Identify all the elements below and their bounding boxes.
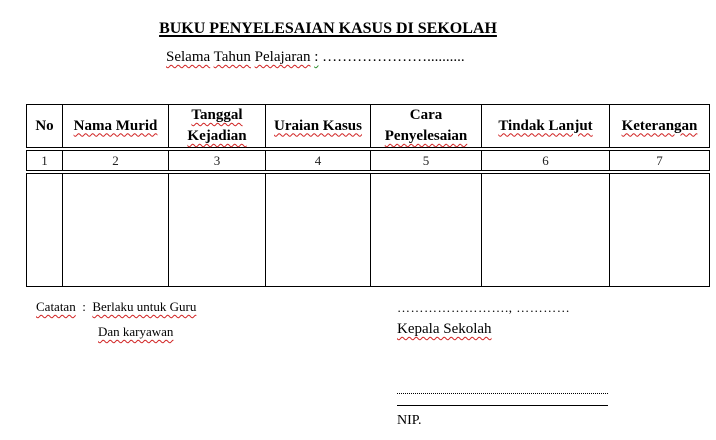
cell-keterangan[interactable]: [610, 172, 710, 287]
column-number: 5: [371, 149, 482, 172]
cell-no[interactable]: [27, 172, 63, 287]
academic-year-blank: …………………..........: [322, 49, 465, 65]
academic-year-line: [166, 49, 465, 66]
header-label: Tanggal: [191, 107, 243, 123]
notes-line-2: [98, 324, 173, 340]
column-number: 6: [482, 149, 610, 172]
column-header-no: [27, 105, 63, 150]
notes-line-1: [36, 299, 196, 315]
notes-text: Berlaku untuk Guru: [92, 299, 197, 314]
notes-separator: :: [82, 299, 86, 314]
column-header-keterangan: [610, 105, 710, 150]
column-number: 7: [610, 149, 710, 172]
header-label: Tindak Lanjut: [498, 117, 593, 134]
header-label: Uraian Kasus: [274, 117, 362, 134]
cell-nama-murid[interactable]: [63, 172, 169, 287]
header-label: Kejadian: [187, 128, 247, 144]
nip-label: NIP.: [397, 413, 422, 428]
table-header-row: [27, 105, 710, 150]
subtitle-word: Pelajaran: [254, 49, 311, 65]
column-number: 2: [63, 149, 169, 172]
signature-dotted-line: [397, 393, 608, 394]
table-row: [27, 172, 710, 287]
cell-cara-penyelesaian[interactable]: [371, 172, 482, 287]
place-date-blank: ……………………., …………: [397, 300, 571, 315]
column-header-tanggal-kejadian: [169, 105, 266, 150]
cell-tanggal-kejadian[interactable]: [169, 172, 266, 287]
header-label: Cara: [409, 107, 443, 123]
document-title: BUKU PENYELESAIAN KASUS DI SEKOLAH: [159, 20, 497, 37]
signatory-role: [397, 321, 492, 338]
header-label: Penyelesaian: [384, 128, 468, 144]
subtitle-colon: :: [314, 49, 319, 65]
header-label: No: [35, 117, 54, 134]
notes-label: Catatan: [36, 299, 76, 314]
column-header-tindak-lanjut: [482, 105, 610, 150]
column-number-row: [27, 149, 710, 172]
subtitle-word: Tahun: [213, 49, 251, 65]
column-number: 4: [266, 149, 371, 172]
header-label: Keterangan: [621, 117, 698, 134]
case-table: [26, 104, 710, 287]
cell-tindak-lanjut[interactable]: [482, 172, 610, 287]
column-number: 1: [27, 149, 63, 172]
signatory-role-text: Kepala Sekolah: [397, 321, 492, 337]
cell-uraian-kasus[interactable]: [266, 172, 371, 287]
column-header-uraian-kasus: [266, 105, 371, 150]
column-number: 3: [169, 149, 266, 172]
column-header-nama-murid: [63, 105, 169, 150]
column-header-cara-penyelesaian: [371, 105, 482, 150]
signature-line: [397, 405, 608, 406]
subtitle-word: Selama: [166, 49, 211, 65]
notes-text: Dan karyawan: [98, 324, 174, 339]
header-label: Nama Murid: [73, 117, 158, 134]
